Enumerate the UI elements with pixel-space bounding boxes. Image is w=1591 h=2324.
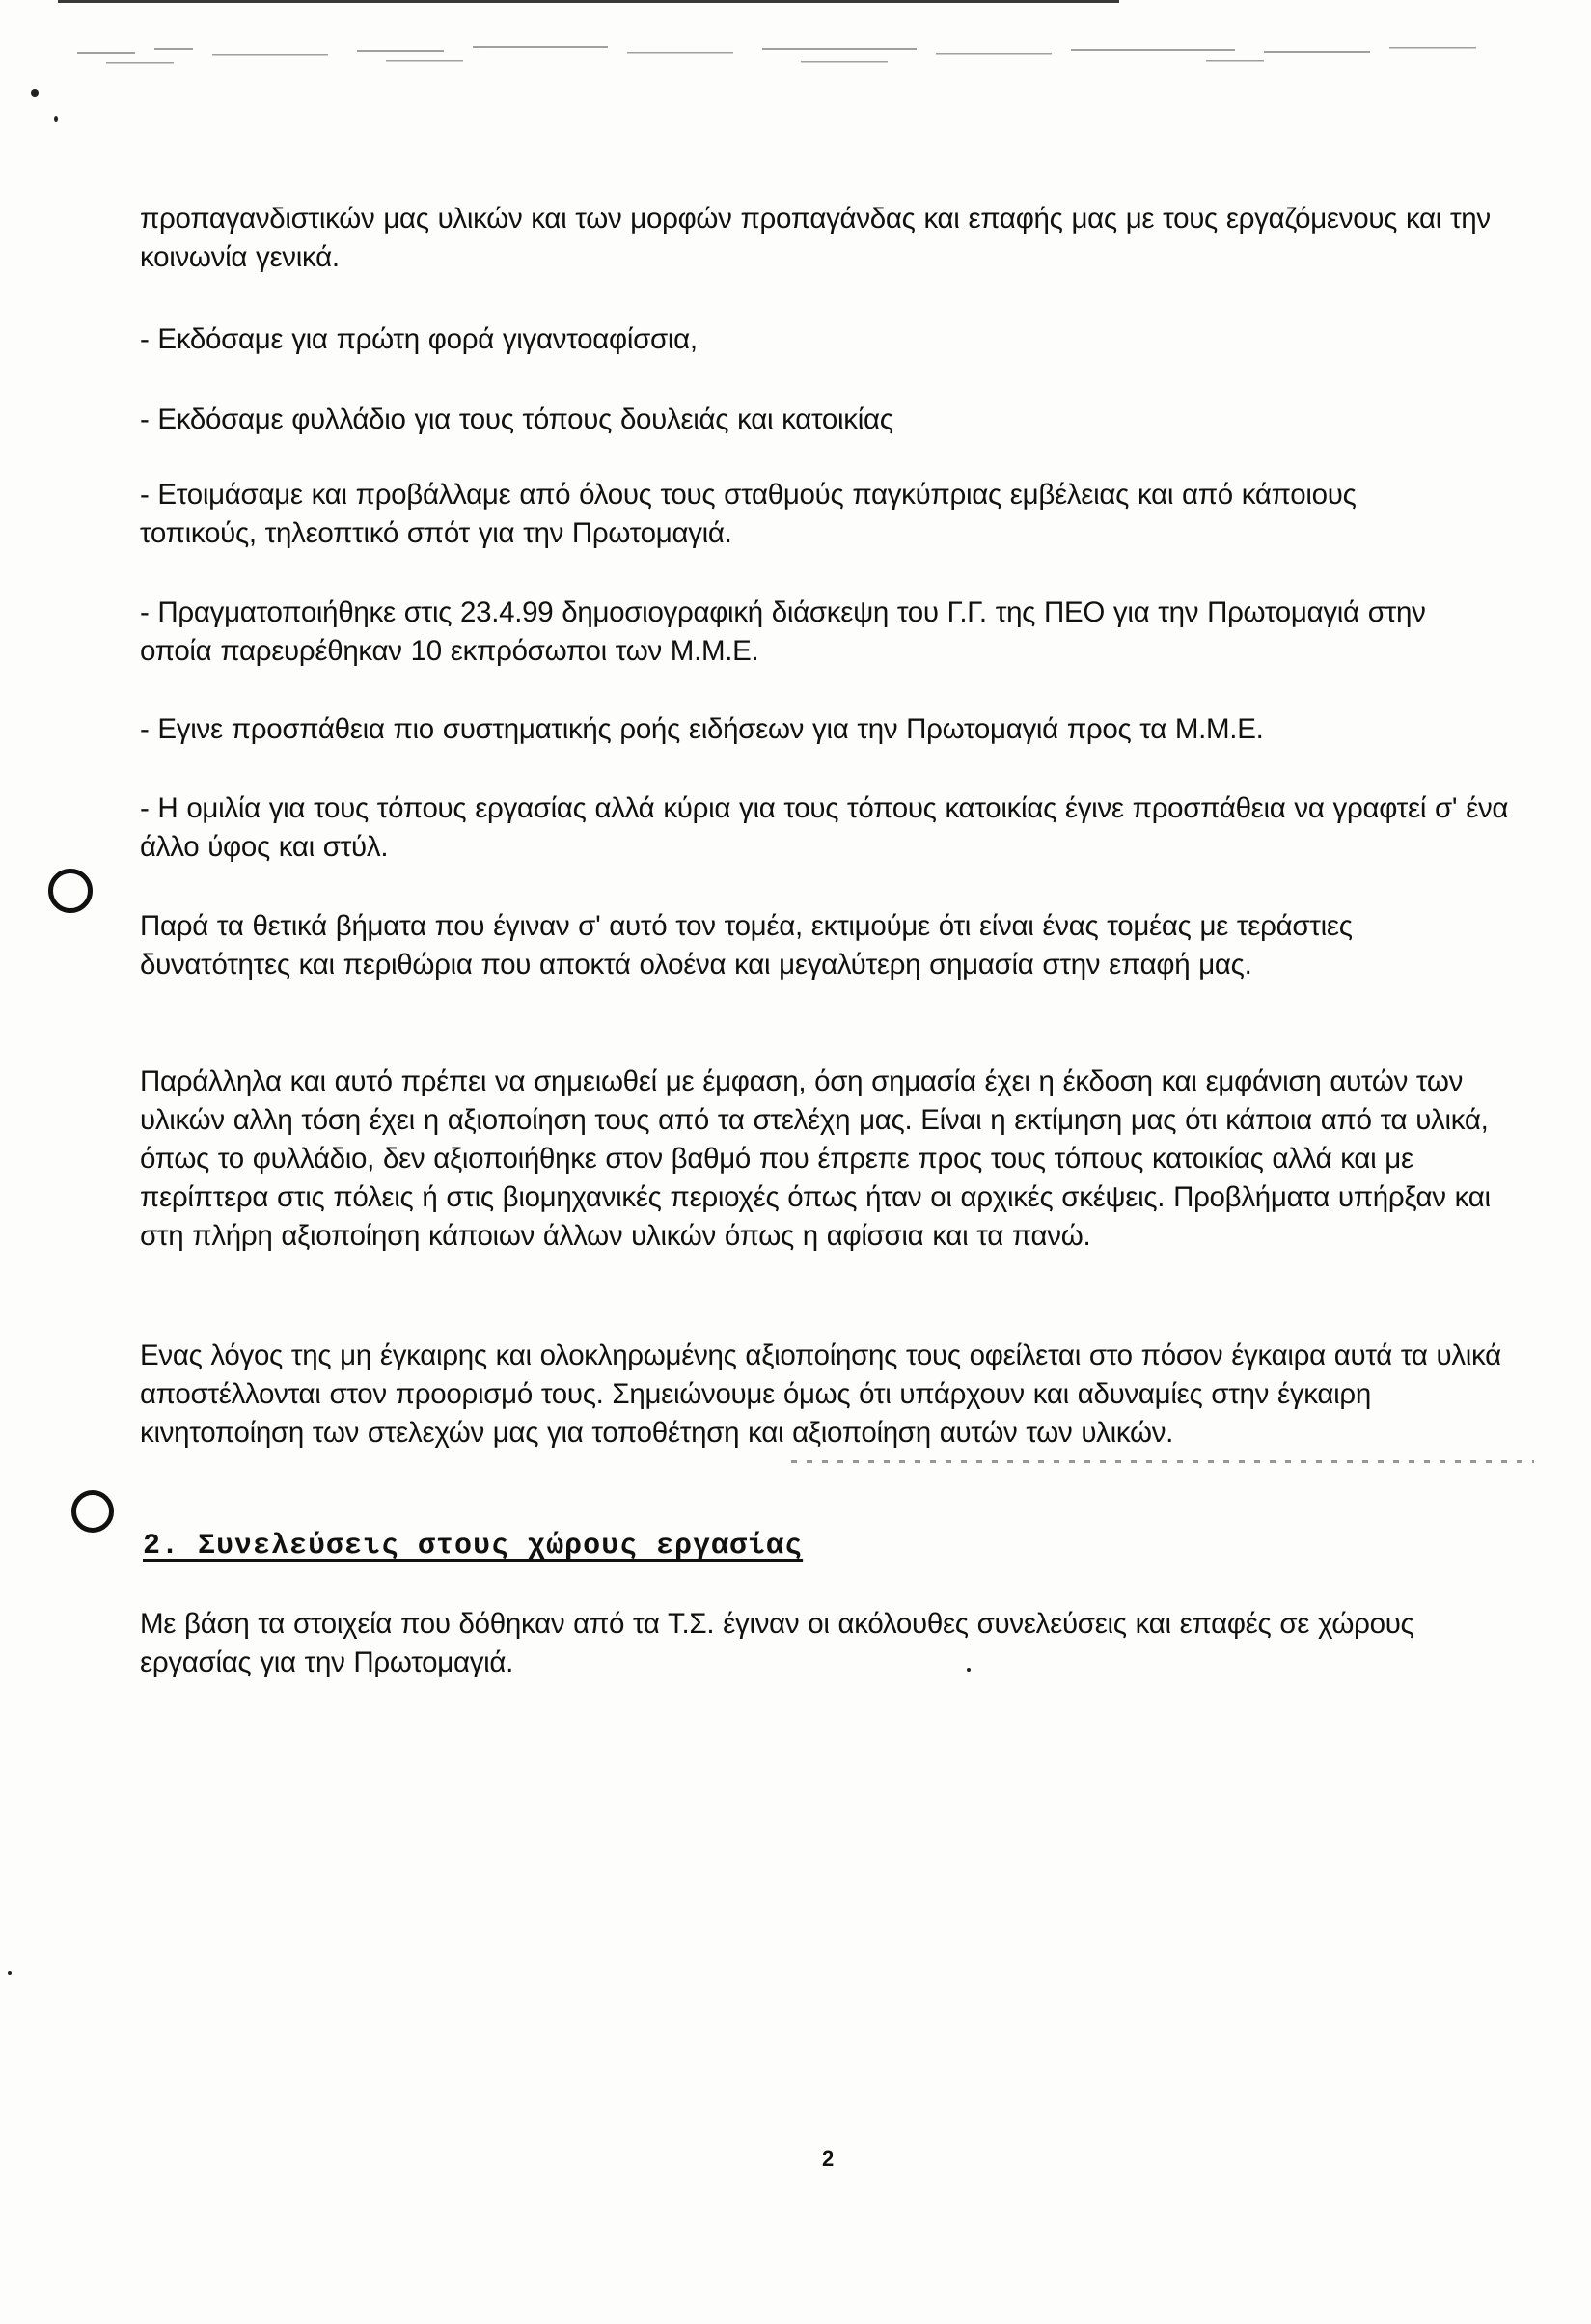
scan-edge-line [58, 0, 1119, 3]
scan-speck [8, 1971, 12, 1975]
paragraph-assessment: Παρά τα θετικά βήματα που έγιναν σ' αυτό τον τομέα, εκτιμούμε ότι είναι ένας τομέας με τεράστιες δυνατότητες και περιθώρια που αποκτά ολοένα και μεγαλύτερη σημασία στην επαφή μας. [140, 910, 1353, 981]
scan-speck [31, 89, 39, 97]
bullet-press-conference: - Πραγματοποιήθηκε στις 23.4.99 δημοσιογραφική διάσκεψη του Γ.Γ. της ΠΕΟ για την Πρωτομαγιά στην οποία παρευρέθηκαν 10 εκπρόσωποι των Μ.Μ.Ε. [140, 596, 1426, 667]
margin-punch-hole [48, 869, 93, 913]
bullet-tv-spot: - Ετοιμάσαμε και προβάλλαμε από όλους τους σταθμούς παγκύπριας εμβέλειας και από κάποιους τοπικούς, τηλεοπτικό σπότ για την Πρωτομαγιά. [140, 479, 1357, 549]
margin-punch-hole [71, 1490, 114, 1533]
scan-speck [54, 116, 58, 122]
bullet-leaflet: - Εκδόσαμε φυλλάδιο για τους τόπους δουλειάς και κατοικίας [140, 403, 893, 435]
bullet-speech-style: - Η ομιλία για τους τόπους εργασίας αλλά κύρια για τους τόπους κατοικίας έγινε προσπάθεια να γραφτεί σ' ένα άλλο ύφος και στύλ. [140, 792, 1509, 863]
scan-noise-svg [68, 39, 1534, 71]
page-number: 2 [822, 2146, 835, 2171]
scan-dotted-trail [791, 1460, 1534, 1463]
paragraph-materials-intro: προπαγανδιστικών μας υλικών και των μορφών προπαγάνδας και επαφής μας με τους εργαζόμενους και την κοινωνία γενικά. [140, 203, 1491, 273]
paragraph-section-intro: Με βάση τα στοιχεία που δόθηκαν από τα Τ.Σ. έγιναν οι ακόλουθες συνελεύσεις και επαφές σε χώρους εργασίας για την Πρωτομαγιά. [140, 1608, 1414, 1678]
bullet-giant-posters: - Εκδόσαμε για πρώτη φορά γιγαντοαφίσσια, [140, 323, 698, 355]
bullet-news-flow: - Εγινε προσπάθεια πιο συστηματικής ροής ειδήσεων για την Πρωτομαγιά προς τα Μ.Μ.Ε. [140, 713, 1264, 745]
paragraph-utilization: Παράλληλα και αυτό πρέπει να σημειωθεί με έμφαση, όση σημασία έχει η έκδοση και εμφάνιση αυτών των υλικών αλλη τόση έχει η αξιοποίηση τους από τα στελέχη μας. Είναι η εκτίμηση μας ότι κάποια από τα υλικά, όπως το φυλλάδιο, δεν αξιοποιήθηκε στον βαθμό που έπρεπε προς τους τόπους κατοικίας αλλά και με περίπτερα στις πόλεις ή στις βιομηχανικές περιοχές όπως ήταν οι αρχικές σκέψεις. Προβλήματα υπήρξαν και στη πλήρη αξιοποίηση κάποιων άλλων υλικών όπως η αφίσσια και τα πανώ. [140, 1065, 1491, 1252]
section-heading: 2. Συνελεύσεις στους χώρους εργασίας [143, 1530, 804, 1563]
scan-noise [68, 39, 1534, 71]
paragraph-timeliness: Ενας λόγος της μη έγκαιρης και ολοκληρωμένης αξιοποίησης τους οφείλεται στο πόσον έγκαιρα αυτά τα υλικά αποστέλλονται στον προορισμό τους. Σημειώνουμε όμως ότι υπάρχουν και αδυναμίες στην έγκαιρη κινητοποίηση των στελεχών μας για τοποθέτηση και αξιοποίηση αυτών των υλικών. [140, 1340, 1501, 1449]
